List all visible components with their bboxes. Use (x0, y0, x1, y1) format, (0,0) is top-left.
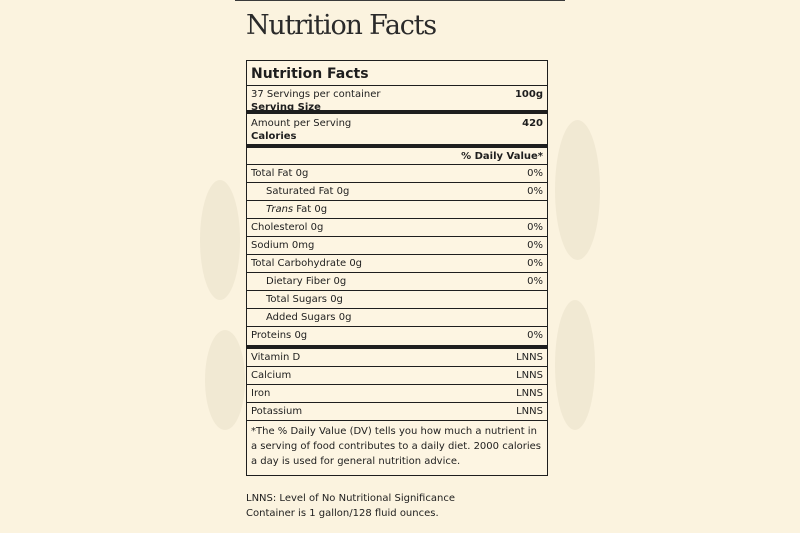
background-leaf-left-lower (205, 330, 245, 430)
top-divider (235, 0, 565, 1)
nutrient-dv: 0% (527, 276, 543, 287)
vitamin-name: Calcium (251, 370, 292, 381)
vitamin-row-iron (247, 385, 547, 403)
calories-label: Calories (251, 131, 297, 142)
nutrient-row-added-sugars (247, 309, 547, 327)
nutrient-name: Fat 0g (293, 204, 328, 215)
nutrient-row-dietary-fiber (247, 273, 547, 291)
nutrition-label (246, 60, 548, 476)
background-leaf-left (200, 180, 240, 300)
nutrient-row-cholesterol (247, 219, 547, 237)
servings-section (247, 86, 547, 114)
nutrient-row-sodium (247, 237, 547, 255)
nutrient-row-saturated-fat (247, 183, 547, 201)
nutrient-name: Added Sugars 0g (266, 312, 352, 323)
nutrient-dv: 0% (527, 168, 543, 179)
vitamin-dv: LNNS (516, 370, 543, 381)
daily-value-header: % Daily Value* (247, 148, 547, 165)
label-title: Nutrition Facts (247, 61, 547, 86)
nutrient-name: Cholesterol 0g (251, 222, 324, 233)
label-notes (246, 491, 455, 521)
calories-value: 420 (522, 118, 543, 129)
serving-size-label: Serving Size (251, 102, 321, 113)
vitamin-dv: LNNS (516, 406, 543, 417)
nutrient-row-trans-fat (247, 201, 547, 219)
amount-per-serving: Amount per Serving (251, 118, 352, 129)
vitamin-row-vitamin-d (247, 349, 547, 367)
calories-section (247, 114, 547, 148)
vitamin-dv: LNNS (516, 388, 543, 399)
nutrient-name: Proteins 0g (251, 330, 308, 341)
nutrient-name: Total Carbohydrate 0g (251, 258, 363, 269)
nutrient-name: Total Sugars 0g (266, 294, 343, 305)
servings-per-container: 37 Servings per container (251, 89, 381, 100)
nutrient-name-italic: Trans (266, 204, 294, 215)
nutrient-row-total-sugars (247, 291, 547, 309)
container-note: Container is 1 gallon/128 fluid ounces. (246, 508, 439, 519)
serving-size-value: 100g (514, 89, 543, 100)
vitamin-row-potassium (247, 403, 547, 421)
vitamin-name: Potassium (251, 406, 303, 417)
nutrient-dv: 0% (527, 240, 543, 251)
nutrient-name: Total Fat 0g (251, 168, 309, 179)
nutrient-name: Dietary Fiber 0g (266, 276, 347, 287)
nutrient-dv: 0% (527, 222, 543, 233)
nutrient-row-proteins (247, 327, 547, 349)
vitamin-name: Vitamin D (251, 352, 301, 363)
lnns-note: LNNS: Level of No Nutritional Significance (246, 493, 455, 504)
nutrient-dv: 0% (527, 258, 543, 269)
nutrient-row-total-fat (247, 165, 547, 183)
background-leaf-right (555, 120, 600, 260)
page-title: Nutrition Facts (246, 10, 436, 41)
background-leaf-right-lower (555, 300, 595, 430)
nutrient-dv: 0% (527, 186, 543, 197)
daily-value-footnote: *The % Daily Value (DV) tells you how much a nutrient in a serving of food contributes to a daily diet. 2000 calories a day is used for general nutrition advice. (251, 426, 541, 467)
nutrient-row-total-carbohydrate (247, 255, 547, 273)
nutrient-name: Sodium 0mg (251, 240, 315, 251)
vitamin-name: Iron (251, 388, 271, 399)
vitamin-dv: LNNS (516, 352, 543, 363)
nutrient-dv: 0% (527, 330, 543, 341)
nutrient-name: Saturated Fat 0g (266, 186, 350, 197)
vitamin-row-calcium (247, 367, 547, 385)
